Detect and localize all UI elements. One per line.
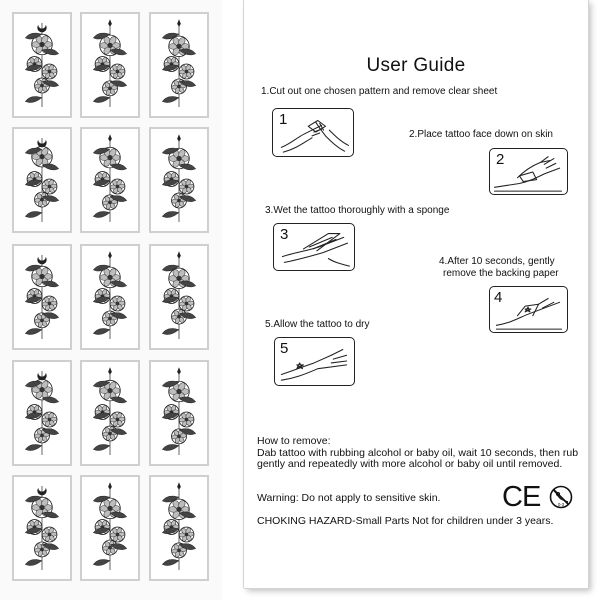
rose-phoenix-tattoo — [80, 475, 140, 581]
step-2-text: 2.Place tattoo face down on skin — [409, 129, 553, 140]
sun-moon-floral-tattoo — [80, 360, 140, 466]
crescent-moon-floral-tattoo — [12, 127, 72, 233]
step-4-illustration — [489, 286, 568, 333]
rose-bouquet-tattoo — [80, 12, 140, 118]
warning-text: Warning: Do not apply to sensitive skin. — [257, 492, 441, 504]
step-1-number: 1 — [279, 111, 288, 128]
step-5-illustration — [274, 337, 355, 386]
mandala-rose-tattoo — [12, 244, 72, 350]
moon-flower-tattoo — [149, 244, 209, 350]
age-warning-text: 0-3 — [557, 502, 565, 507]
how-to-remove-body: Dab tattoo with rubbing alcohol or baby oil, wait 10 seconds, then rub gently and repeatedly with more alcohol or baby oil until removed. — [257, 446, 579, 470]
ce-mark-icon: CE — [502, 481, 541, 513]
how-to-remove-heading: How to remove: — [257, 435, 331, 447]
sword-lotus-tattoo — [12, 475, 72, 581]
step-3-text: 3.Wet the tattoo thoroughly with a sponge — [265, 205, 450, 216]
arrow-lily-tattoo — [80, 127, 140, 233]
step-5-text: 5.Allow the tattoo to dry — [265, 319, 370, 330]
step-4-text-line1: 4.After 10 seconds, gently — [439, 256, 555, 267]
step-1-illustration — [272, 108, 354, 157]
remove-backing-hand-icon — [490, 287, 567, 332]
step-1-text: 1.Cut out one chosen pattern and remove clear sheet — [261, 86, 498, 97]
step-3-illustration — [273, 223, 355, 271]
step-4-text-line2: remove the backing paper — [443, 268, 559, 279]
crescent-chandelier-tattoo — [12, 360, 72, 466]
place-tattoo-hand-icon — [490, 149, 567, 194]
floral-arrow-tattoo — [149, 127, 209, 233]
step-2-number: 2 — [496, 151, 505, 168]
choking-hazard-text: CHOKING HAZARD-Small Parts Not for children under 3 years. — [257, 515, 554, 527]
no-under-3-icon — [549, 485, 573, 509]
how-to-remove-section — [257, 436, 587, 471]
koi-flower-tattoo — [149, 475, 209, 581]
peel-sheet-hands-icon — [273, 109, 353, 156]
lotus-chandelier-tattoo — [149, 12, 209, 118]
sponge-wet-hands-icon — [274, 224, 354, 270]
tattoo-grid — [0, 0, 222, 600]
dry-tattoo-hand-icon — [275, 338, 354, 385]
step-5-number: 5 — [280, 340, 289, 357]
peony-flower-tattoo — [12, 12, 72, 118]
step-3-number: 3 — [280, 226, 289, 243]
step-2-illustration — [489, 148, 568, 195]
guide-title: User Guide — [366, 55, 466, 76]
step-4-number: 4 — [494, 289, 503, 306]
wolf-floral-tattoo — [80, 244, 140, 350]
deer-antler-floral-tattoo — [149, 360, 209, 466]
